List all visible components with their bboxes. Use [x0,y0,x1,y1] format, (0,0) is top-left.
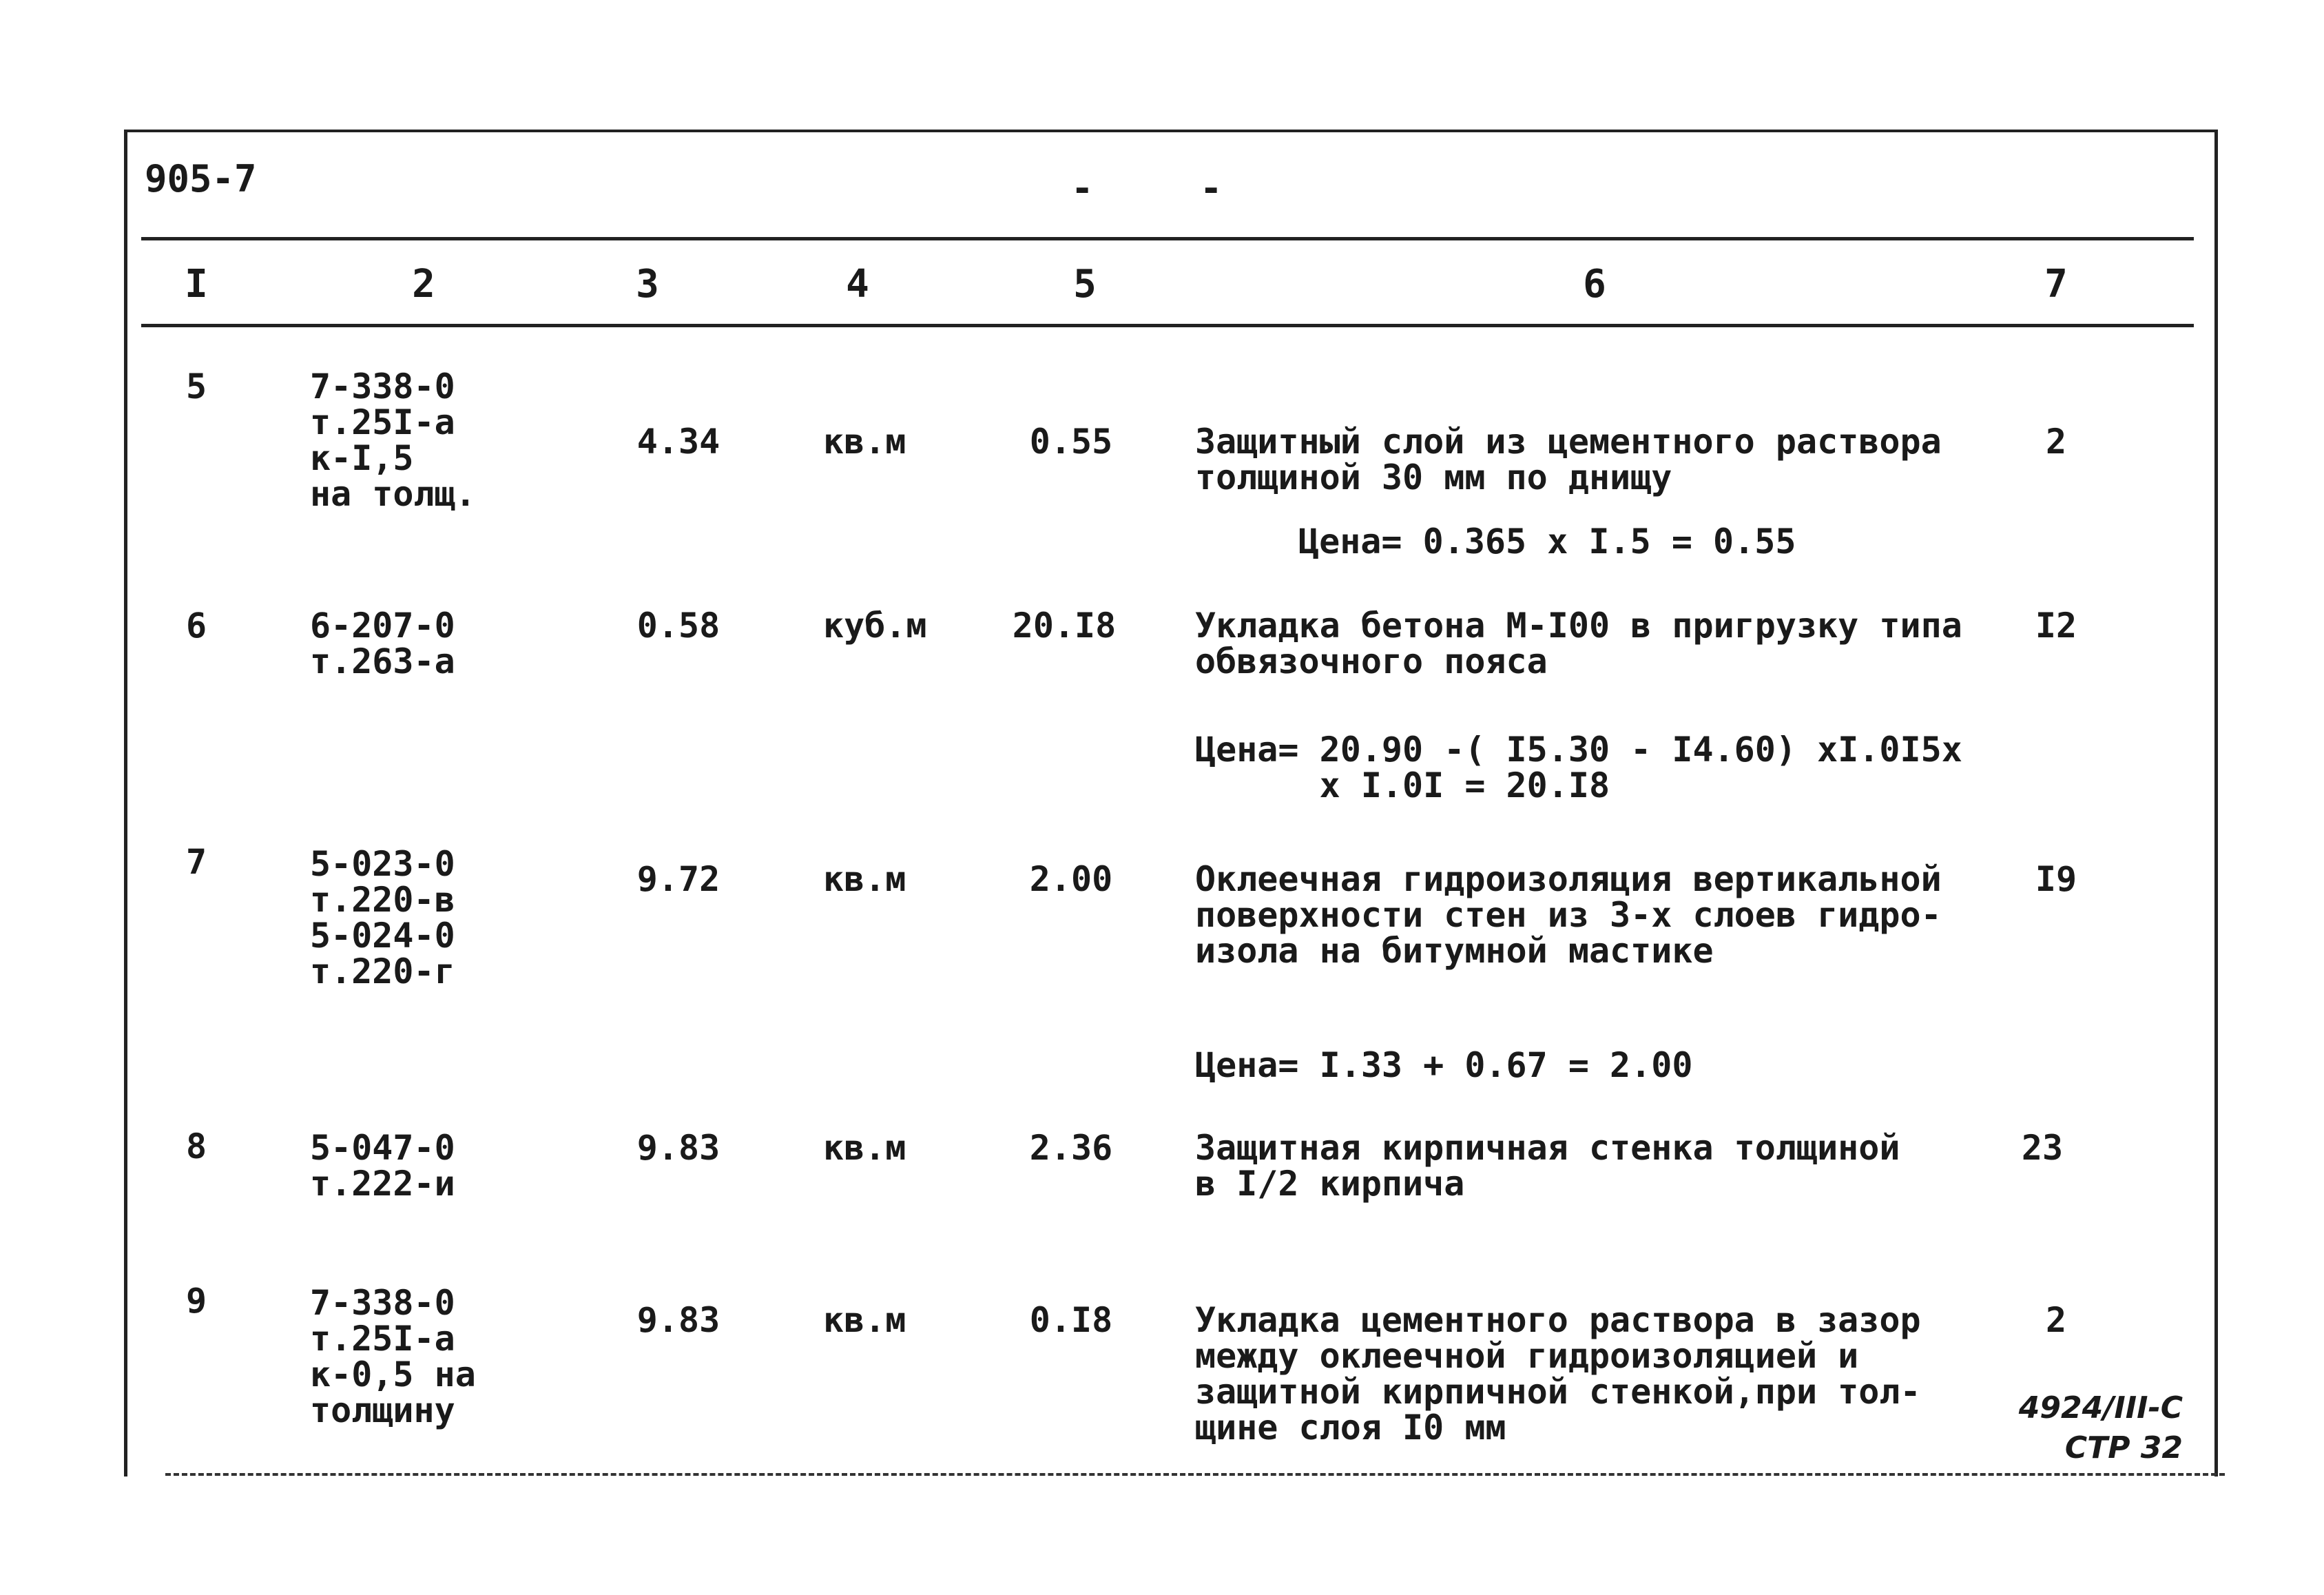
col-head-3: 3 [636,262,659,307]
price-calculation: Цена= I.33 + 0.67 = 2.00 [1195,1045,1693,1085]
note-doc-number: 4924/III-С [2018,1390,2183,1426]
price-calculation: Цена= 20.90 -( I5.30 - I4.60) хI.0I5х х I.0I = 20.I8 [1195,730,1962,805]
col-head-1: I [185,262,208,307]
quantity: 4.34 [636,422,720,462]
total: 23 [2021,1128,2064,1168]
total: 2 [2045,1300,2067,1340]
row-number: 6 [185,606,207,646]
unit: кв.м [823,859,906,899]
col-head-2: 2 [412,262,435,307]
unit-price: 2.36 [1029,1128,1113,1168]
unit: куб.м [823,606,927,646]
quantity: 9.83 [636,1300,720,1340]
price-calculation: Цена= 0.365 х I.5 = 0.55 [1298,522,1796,562]
description: Укладка бетона М-I00 в пригрузку типа обвязочного пояса [1195,606,1962,681]
row-number: 7 [185,842,207,882]
quantity: 9.83 [636,1128,720,1168]
unit-price: 0.55 [1029,422,1113,462]
unit: кв.м [823,1300,906,1340]
unit-price: 0.I8 [1029,1300,1113,1340]
description: Укладка цементного раствора в зазор между оклеечной гидроизоляцией и защитной кирпичной стенкой,при тол- щине слоя I0 мм [1195,1300,1921,1448]
description: Защитная кирпичная стенка толщиной в I/2 кирпича [1195,1128,1900,1204]
total: I2 [2035,606,2077,646]
col-head-5: 5 [1073,262,1097,307]
row-number: 9 [185,1281,207,1321]
unit: кв.м [823,1128,906,1168]
total: 2 [2045,422,2067,462]
col-head-6: 6 [1583,262,1606,307]
total: I9 [2035,859,2077,899]
norm-code: 5-047-0 т.222-и [310,1128,455,1204]
note-page-number: СТР 32 [2064,1430,2183,1465]
bottom-dashed-line [165,1473,2225,1476]
norm-code: 6-207-0 т.263-а [310,606,455,681]
description: Оклеечная гидроизоляция вертикальной поверхности стен из 3-х слоев гидро- изола на битумной мастике [1195,859,1942,971]
row-number: 8 [185,1126,207,1166]
norm-code: 7-338-0 т.25I-а к-I,5 на толщ. [310,367,476,514]
handwritten-page-note [2019,1388,2183,1468]
header-dash-2: - [1200,167,1223,210]
norm-code: 7-338-0 т.25I-а к-0,5 на толщину [310,1283,476,1430]
norm-code: 5-023-0 т.220-в 5-024-0 т.220-г [310,844,455,991]
header-dash-1: - [1071,167,1094,210]
row-number: 5 [185,367,207,407]
quantity: 0.58 [636,606,720,646]
header-top-rule [141,237,2194,240]
col-head-7: 7 [2044,262,2068,307]
col-head-4: 4 [846,262,869,307]
document-code: 905-7 [145,157,257,200]
quantity: 9.72 [636,859,720,899]
unit: кв.м [823,422,906,462]
header-bottom-rule [141,324,2194,327]
unit-price: 2.00 [1029,859,1113,899]
description: Защитный слой из цементного раствора толщиной 30 мм по днищу [1195,422,1942,497]
unit-price: 20.I8 [1012,606,1117,646]
